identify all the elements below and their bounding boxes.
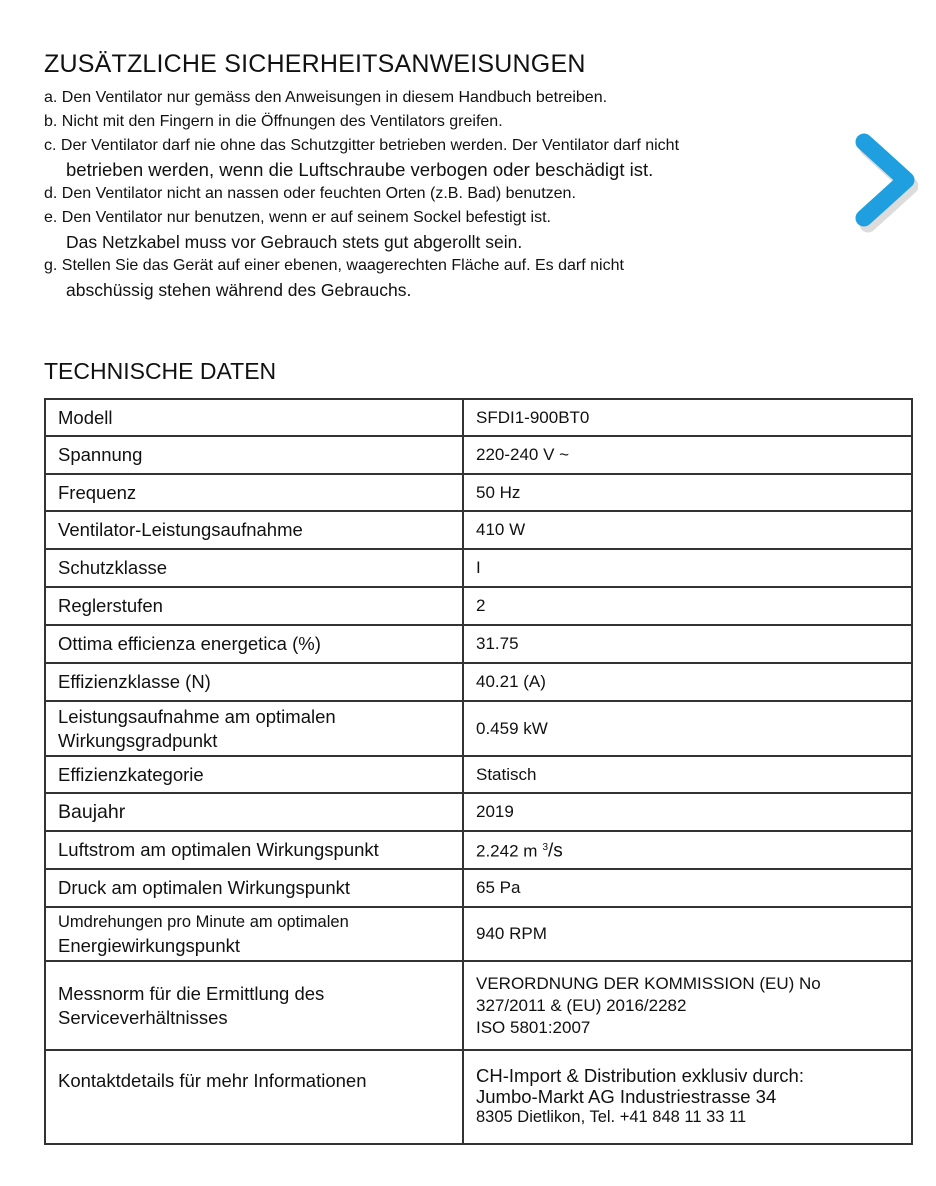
spec-label-line: Wirkungsgradpunkt (58, 729, 218, 751)
spec-value: 220-240 V ~ (463, 436, 912, 474)
next-page-button[interactable] (848, 128, 918, 239)
spec-label: Ottima efficienza energetica (%) (45, 625, 463, 663)
spec-label-line: Umdrehungen pro Minute am optimalen (58, 913, 349, 931)
spec-value: 31.75 (463, 625, 912, 663)
spec-label: Druck am optimalen Wirkungspunkt (45, 869, 463, 907)
spec-label: Effizienzklasse (N) (45, 663, 463, 701)
spec-value-line: Jumbo-Markt AG Industriestrasse 34 (476, 1086, 777, 1107)
instruction-e: e. Den Ventilator nur benutzen, wenn er auf seinem Sockel befestigt ist. (44, 209, 551, 226)
spec-value: 410 W (463, 511, 912, 549)
table-row (45, 663, 912, 701)
spec-label: Schutzklasse (45, 549, 463, 587)
instruction-g-continued: abschüssig stehen während des Gebrauchs. (66, 280, 412, 300)
table-row (45, 701, 912, 756)
technical-data-table (44, 398, 913, 1145)
safety-instructions-title: ZUSÄTZLICHE SICHERHEITSANWEISUNGEN (44, 50, 586, 78)
spec-label: Effizienzkategorie (45, 756, 463, 793)
instruction-c: c. Der Ventilator darf nie ohne das Schutzgitter betrieben werden. Der Ventilator darf nicht (44, 137, 680, 154)
spec-label (45, 961, 463, 1050)
spec-value: 2 (463, 587, 912, 625)
table-row (45, 831, 912, 869)
table-row (45, 399, 912, 436)
table-row (45, 793, 912, 831)
spec-label: Frequenz (45, 474, 463, 511)
spec-value-line: 327/2011 & (EU) 2016/2282 (476, 995, 687, 1015)
spec-label: Ventilator-Leistungsaufnahme (45, 511, 463, 549)
spec-value (463, 831, 912, 869)
spec-label-line: Leistungsaufnahme am optimalen (58, 705, 336, 727)
cubic-superscript: 3 (542, 842, 548, 854)
spec-value: Statisch (463, 756, 912, 793)
spec-value: 50 Hz (463, 474, 912, 511)
spec-value: I (463, 549, 912, 587)
spec-label (45, 907, 463, 961)
spec-value: SFDI1-900BT0 (463, 399, 912, 436)
spec-label: Luftstrom am optimalen Wirkungspunkt (45, 831, 463, 869)
table-row (45, 587, 912, 625)
table-row (45, 625, 912, 663)
spec-label: Baujahr (45, 793, 463, 831)
table-row (45, 869, 912, 907)
table-row (45, 961, 912, 1050)
per-second-unit: /s (548, 840, 563, 862)
instruction-e-continued: Das Netzkabel muss vor Gebrauch stets gut abgerollt sein. (66, 232, 523, 252)
spec-value: 940 RPM (463, 907, 912, 961)
spec-label-line: Messnorm für die Ermittlung des (58, 982, 325, 1004)
chevron-right-icon (848, 128, 918, 234)
spec-label: Spannung (45, 436, 463, 474)
spec-label: Kontaktdetails für mehr Informationen (45, 1050, 463, 1144)
spec-label-line: Energiewirkungspunkt (58, 935, 241, 956)
spec-value-line: ISO 5801:2007 (476, 1017, 591, 1037)
table-row (45, 756, 912, 793)
spec-value: 0.459 kW (463, 701, 912, 756)
instruction-c-continued: betrieben werden, wenn die Luftschraube verbogen oder beschädigt ist. (66, 159, 654, 180)
spec-label: Reglerstufen (45, 587, 463, 625)
spec-label: Modell (45, 399, 463, 436)
technical-data-title: TECHNISCHE DATEN (44, 358, 277, 384)
spec-value: 40.21 (A) (463, 663, 912, 701)
spec-value-line: VERORDNUNG DER KOMMISSION (EU) No (476, 973, 821, 993)
spec-value (463, 961, 912, 1050)
spec-label-line: Serviceverhältnisses (58, 1006, 228, 1028)
table-row (45, 549, 912, 587)
airflow-number: 2.242 m (476, 841, 538, 861)
instruction-b: b. Nicht mit den Fingern in die Öffnungen des Ventilators greifen. (44, 113, 503, 130)
spec-value: 2019 (463, 793, 912, 831)
instruction-d: d. Den Ventilator nicht an nassen oder feuchten Orten (z.B. Bad) benutzen. (44, 185, 576, 202)
instruction-a: a. Den Ventilator nur gemäss den Anweisungen in diesem Handbuch betreiben. (44, 89, 608, 106)
spec-value (463, 1050, 912, 1144)
spec-value: 65 Pa (463, 869, 912, 907)
spec-value-line: 8305 Dietlikon, Tel. +41 848 11 33 11 (476, 1108, 747, 1126)
instruction-g: g. Stellen Sie das Gerät auf einer ebenen, waagerechten Fläche auf. Es darf nicht (44, 257, 624, 274)
table-row (45, 1050, 912, 1144)
table-row (45, 474, 912, 511)
table-row (45, 907, 912, 961)
table-row (45, 511, 912, 549)
table-row (45, 436, 912, 474)
safety-instructions-list (44, 86, 834, 302)
spec-value-line: CH-Import & Distribution exklusiv durch: (476, 1065, 804, 1086)
spec-label (45, 701, 463, 756)
